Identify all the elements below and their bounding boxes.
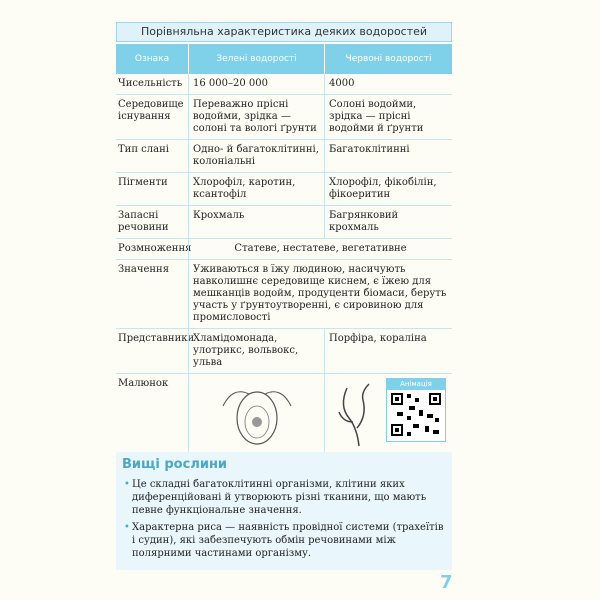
cell-red: Багрянковий крохмаль <box>324 206 452 238</box>
header-red: Червоні водорості <box>324 44 452 74</box>
cell-green: Хлорофіл, каротин, ксантофіл <box>188 173 324 205</box>
cell-reproduction: Статеве, нестатеве, вегетативне <box>188 239 452 259</box>
cell-red: Порфіра, кораліна <box>324 329 452 373</box>
row-label: Малюнок <box>118 378 169 389</box>
list-item <box>124 478 446 517</box>
cell-red: Солоні водойми, зрідка — прісні водойми й ґрунти <box>324 95 452 139</box>
row-label: Середовище існування <box>118 99 184 122</box>
row-label: Пігменти <box>118 177 168 188</box>
row-label: Чисельність <box>118 78 183 89</box>
comparison-table <box>116 74 452 454</box>
table-header <box>116 44 452 74</box>
table-title: Порівняльна характеристика деяких водоростей <box>116 22 452 42</box>
row-label: Запасні речовини <box>118 210 169 233</box>
table-row <box>116 74 452 95</box>
row-label: Представники <box>118 333 195 344</box>
animation-label: Анімація <box>387 379 445 390</box>
table-row <box>116 95 452 140</box>
cell-green-picture <box>188 374 324 453</box>
cell-green: Переважно прісні водойми, зрідка — солоні та вологі ґрунти <box>188 95 324 139</box>
cell-green: Хламідомонада, улотрикс, вольвокс, ульва <box>188 329 324 373</box>
table-row <box>116 140 452 173</box>
table-row <box>116 329 452 374</box>
cell-significance: Уживаються в їжу людиною, насичують навколишнє середовище киснем, є їжею для мешканців водойм, продуценти біомаси, беруть участь у ґрунтоутворенні, є сировиною для промисловості <box>188 260 452 328</box>
bullet-icon: • <box>124 522 130 533</box>
qr-code[interactable] <box>386 378 446 442</box>
header-feature: Ознака <box>134 54 170 64</box>
table-row <box>116 206 452 239</box>
table-row <box>116 173 452 206</box>
higher-plants-section <box>116 452 452 570</box>
row-label: Розмноження <box>118 243 192 254</box>
cell-red: 4000 <box>324 74 452 94</box>
page-number: 7 <box>440 572 453 593</box>
table-row <box>116 260 452 329</box>
cell-red: Багатоклітинні <box>324 140 452 172</box>
cell-red: Хлорофіл, фікобілін, фікоеритин <box>324 173 452 205</box>
cell-green: Крохмаль <box>188 206 324 238</box>
table-row <box>116 374 452 454</box>
red-alga-illustration <box>329 378 389 448</box>
section-bullets <box>116 476 452 560</box>
bullet-text: Характерна риса — наявність провідної системи (трахеїтів і судин), які забезпечують обмін речовинами між полярними частинами організму. <box>132 522 444 559</box>
cell-red-picture <box>324 374 452 453</box>
bullet-icon: • <box>124 479 130 490</box>
cell-green: Одно- й багатоклітинні, колоніальні <box>188 140 324 172</box>
chlamydomonas-illustration <box>193 378 321 448</box>
header-green: Зелені водорості <box>188 44 324 74</box>
row-label: Тип слані <box>118 144 169 155</box>
section-title: Вищі рослини <box>122 457 228 472</box>
list-item <box>124 521 446 560</box>
row-label: Значення <box>118 264 170 275</box>
table-row <box>116 239 452 260</box>
cell-green: 16 000–20 000 <box>188 74 324 94</box>
bullet-text: Це складні багатоклітинні організми, клітини яких диференційовані й утворюють різні тканини, що мають певне функціональне значення. <box>132 479 427 516</box>
qr-icon <box>387 390 445 440</box>
